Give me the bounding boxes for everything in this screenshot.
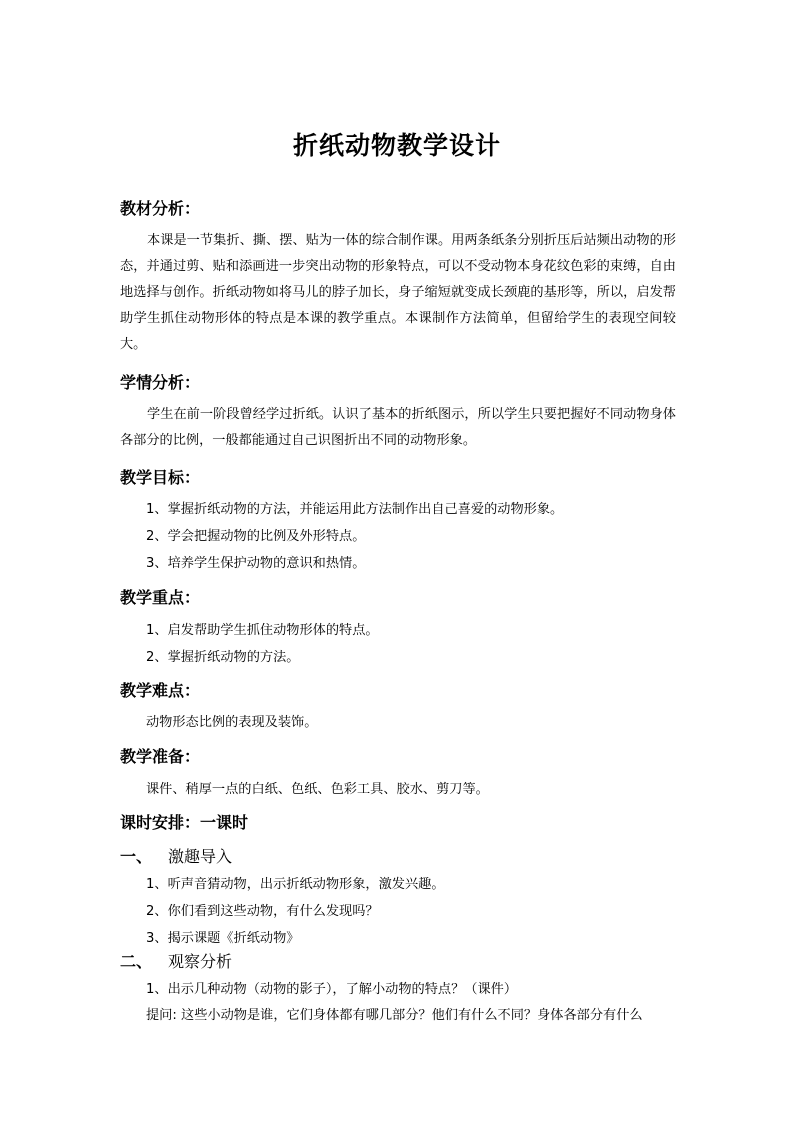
heading-key-points: 教学重点： <box>120 588 201 607</box>
section-title: 观察分析 <box>168 952 233 971</box>
step2-item: 提问: 这些小动物是谁，它们身体都有哪几部分？他们有什么不同？身体各部分有什么 <box>146 1008 643 1023</box>
step1-item: 3、揭示课题《折纸动物》 <box>146 931 300 946</box>
paragraph-material-analysis: 本课是一节集折、撕、摆、贴为一体的综合制作课。用两条纸条分别折压后站频出动物的形态，并通过剪、贴和添画进一步突出动物的形象特点，可以不受动物本身花纹色彩的束缚，自由地选择与创作。折纸动物如将马儿的脖子加长，身子缩短就变成长颈鹿的基形等，所以，启发帮助学生抓住动物形体的特点是本课的教学重点。本课制作方法简单，但留给学生的表现空间较大。 <box>120 233 676 352</box>
heading-difficulty: 教学难点： <box>120 681 201 700</box>
heading-material-analysis: 教材分析： <box>120 199 201 218</box>
preparation-text: 课件、稍厚一点的白纸、色纸、色彩工具、胶水、剪刀等。 <box>146 782 489 797</box>
goal-item: 3、培养学生保护动物的意识和热情。 <box>146 556 366 571</box>
document-title: 折纸动物教学设计 <box>292 131 501 160</box>
heading-teaching-goals: 教学目标： <box>120 468 201 487</box>
step1-item: 2、你们看到这些动物，有什么发现吗？ <box>146 904 379 919</box>
heading-schedule: 课时安排：一课时 <box>120 813 249 832</box>
heading-preparation: 教学准备： <box>120 747 201 766</box>
section-number: 二、 <box>120 952 153 971</box>
section-number: 一、 <box>120 847 153 866</box>
goal-item: 1、掌握折纸动物的方法，并能运用此方法制作出自己喜爱的动物形象。 <box>146 502 564 517</box>
step2-item: 1、出示几种动物（动物的影子），了解小动物的特点？（课件） <box>146 982 518 997</box>
heading-student-analysis: 学情分析： <box>120 373 201 392</box>
step1-item: 1、听声音猜动物，出示折纸动物形象，激发兴趣。 <box>146 877 445 892</box>
section-step-1 <box>120 844 232 867</box>
goal-item: 2、学会把握动物的比例及外形特点。 <box>146 529 366 544</box>
paragraph-student-analysis: 学生在前一阶段曾经学过折纸。认识了基本的折纸图示，所以学生只要把握好不同动物身体各部分的比例，一般都能通过自己识图折出不同的动物形象。 <box>120 407 676 448</box>
section-title: 激趣导入 <box>168 847 233 866</box>
difficulty-text: 动物形态比例的表现及装饰。 <box>146 715 318 730</box>
key-point-item: 2、掌握折纸动物的方法。 <box>146 650 300 665</box>
section-step-2 <box>120 949 232 972</box>
key-point-item: 1、启发帮助学生抓住动物形体的特点。 <box>146 623 379 638</box>
